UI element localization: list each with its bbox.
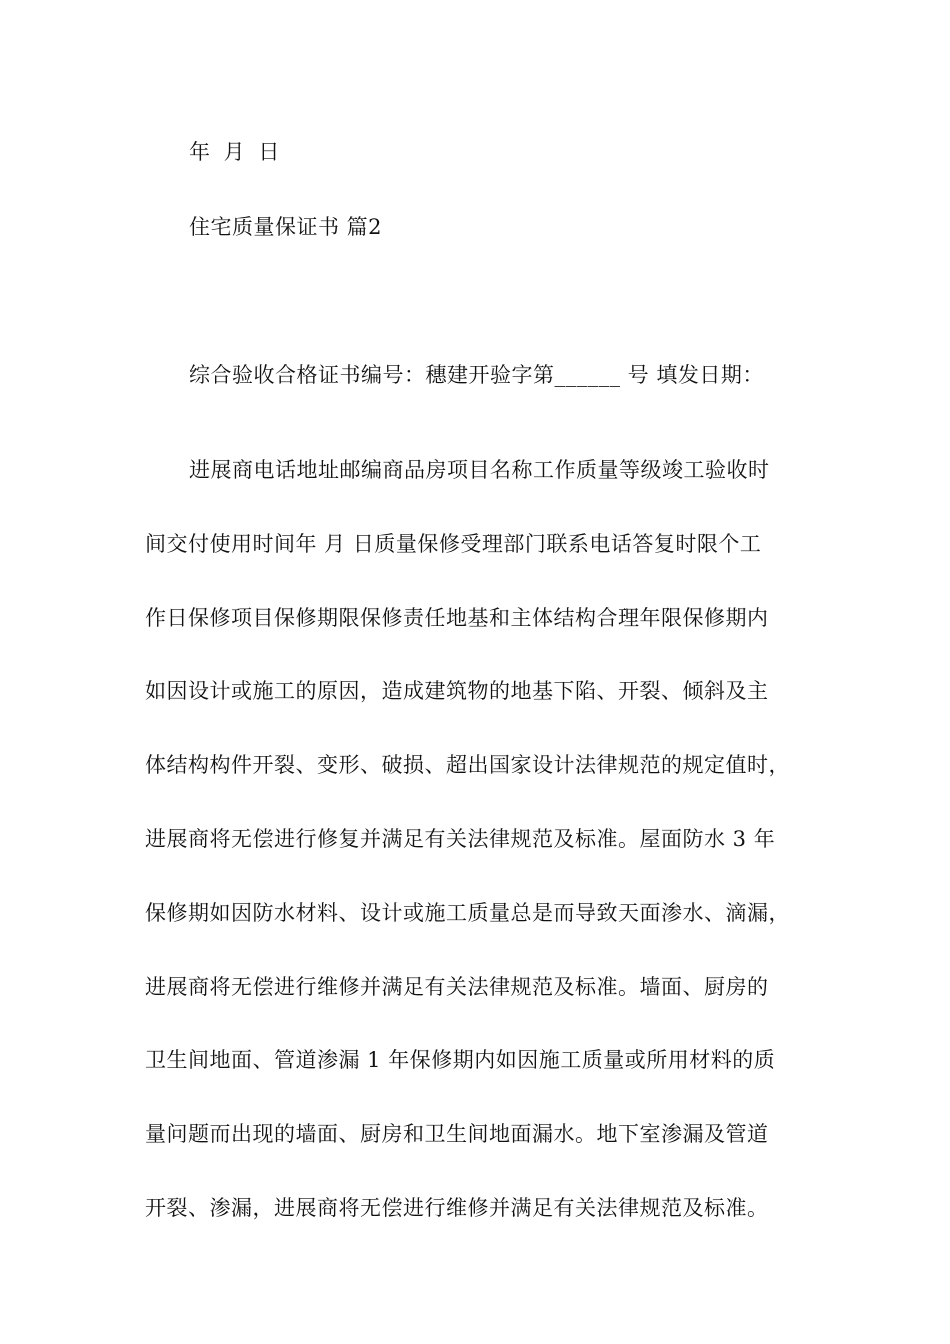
paragraph-line: 作日保修项目保修期限保修责任地基和主体结构合理年限保修期内 [145,605,769,630]
paragraph-line: 间交付使用时间年 月 日质量保修受理部门联系电话答复时限个工 [145,531,762,556]
certificate-number-line: 综合验收合格证书编号：穗建开验字第______ 号 填发日期： [189,363,764,387]
paragraph-line: 进展商将无偿进行修复并满足有关法律规范及标准。屋面防水 3 年 [145,826,776,851]
date-line: 年 月 日 [189,140,280,164]
body-paragraph [145,434,815,1246]
paragraph-line: 进展商电话地址邮编商品房项目名称工作质量等级竣工验收时 [189,458,770,482]
paragraph-line: 保修期如因防水材料、设计或施工质量总是而导致天面渗水、滴漏， [145,900,790,925]
document-title: 住宅质量保证书 篇2 [189,215,383,239]
paragraph-line: 体结构构件开裂、变形、破损、超出国家设计法律规范的规定值时， [145,753,790,778]
paragraph-line: 进展商将无偿进行维修并满足有关法律规范及标准。墙面、厨房的 [145,974,769,999]
paragraph-line: 量问题而出现的墙面、厨房和卫生间地面漏水。地下室渗漏及管道 [145,1122,769,1147]
paragraph-line: 开裂、渗漏，进展商将无偿进行维修并满足有关法律规范及标准。 [145,1195,769,1220]
paragraph-line: 卫生间地面、管道渗漏 1 年保修期内如因施工质量或所用材料的质 [145,1048,776,1073]
paragraph-line: 如因设计或施工的原因，造成建筑物的地基下陷、开裂、倾斜及主 [145,679,769,704]
